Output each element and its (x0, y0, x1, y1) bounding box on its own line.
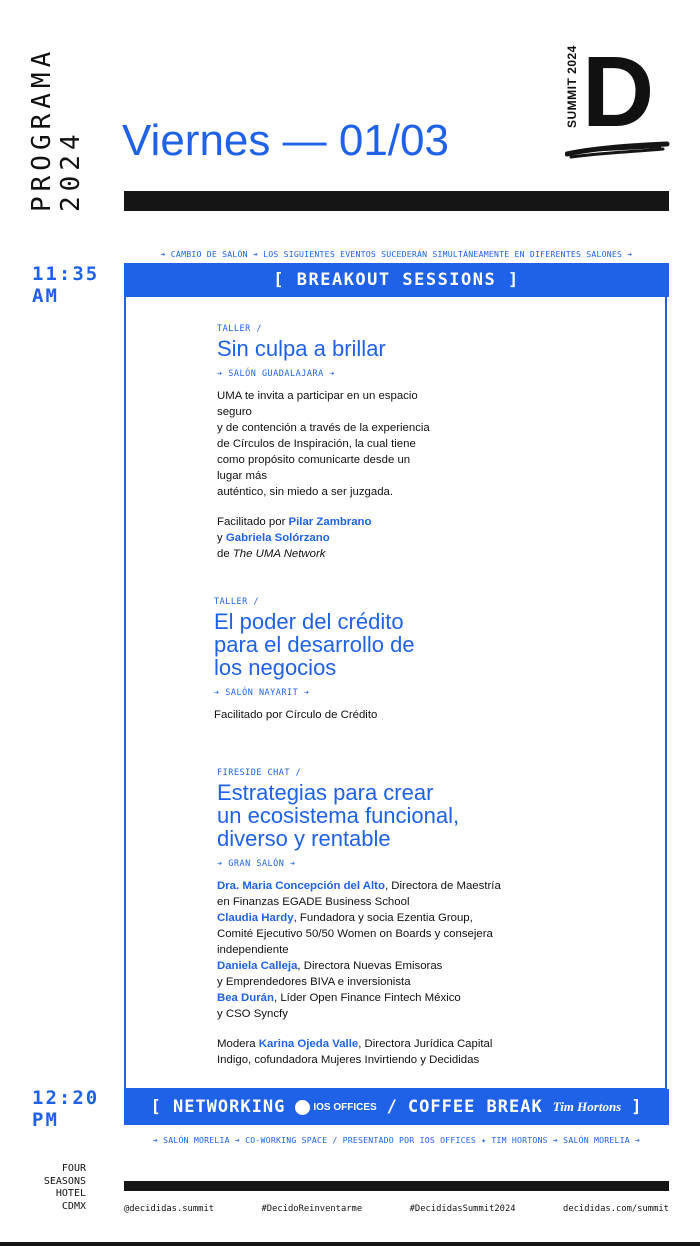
speaker-role: Comité Ejecutivo 50/50 Women on Boards y consejera (217, 928, 493, 940)
venue-name (30, 1163, 86, 1213)
page-title: Viernes — 01/03 (122, 116, 449, 165)
speaker-role: , Fundadora y socia Ezentia Group, (293, 912, 473, 924)
session-description (217, 388, 537, 562)
speaker-line (217, 910, 547, 926)
program-title-line2: 2024 (56, 129, 86, 212)
ios-offices-icon (295, 1100, 310, 1115)
coffee-break-label: COFFEE BREAK (407, 1097, 543, 1117)
speaker-role: y CSO Syncfy (217, 1008, 288, 1020)
ios-offices-logo (295, 1100, 376, 1115)
breakout-sessions-header: [ BREAKOUT SESSIONS ] (124, 263, 669, 297)
speaker-role: independiente (217, 944, 289, 956)
venue-line: CDMX (61, 1200, 86, 1212)
time-slot-1 (32, 263, 99, 307)
time-slot-2-period: PM (32, 1109, 59, 1131)
description-line: seguro (217, 406, 252, 418)
description-line: de Círculos de Inspiración, la cual tiene (217, 438, 416, 450)
session-title-line: El poder del crédito (214, 609, 404, 634)
moderator-role: Indigo, cofundadora Mujeres Invirtiendo y Decididas (217, 1054, 480, 1066)
org-prefix: de (217, 548, 233, 560)
venue-line: HOTEL (55, 1188, 86, 1199)
speaker-role: , Líder Open Finance Fintech México (273, 992, 461, 1004)
session-type: FIRESIDE CHAT / (217, 768, 302, 778)
program-title (28, 42, 86, 212)
session-type: TALLER / (217, 324, 262, 334)
session-card (214, 597, 534, 723)
speaker-line (217, 878, 547, 894)
description-line: y de contención a través de la experiencia (217, 422, 430, 434)
session-title: Sin culpa a brillar (217, 336, 386, 361)
logo-letter: D (582, 36, 653, 148)
footer-hashtag-1: #DecidoReinventarme (261, 1204, 363, 1214)
moderator-role: , Directora Jurídica Capital (358, 1038, 493, 1050)
session-title-line: los negocios (214, 655, 337, 680)
time-slot-2-time: 12:20 (32, 1087, 100, 1109)
speaker-name: Dra. Maria Concepción del Alto (217, 880, 385, 892)
speaker-role: y Emprendedores BIVA e inversionista (217, 976, 411, 988)
speaker-name: Daniela Calleja (217, 960, 298, 972)
program-title-line1: PROGRAMA (27, 46, 57, 212)
speaker-line (217, 990, 547, 1006)
session-title-line: un ecosistema funcional, (217, 803, 460, 828)
speaker-role: , Directora de Maestría (384, 880, 501, 892)
time-slot-2 (32, 1087, 99, 1131)
facilitators-prefix: Facilitado por (217, 516, 289, 528)
description-line: como propósito comunicarte desde un (217, 454, 411, 466)
speaker-line (217, 958, 547, 974)
ticker-bottom: ➔ SALÓN MORELIA ➔ CO-WORKING SPACE / PRESENTADO POR IOS OFFICES ✦ TIM HORTONS ➔ SALÓN MORELIA ➔ (152, 1135, 641, 1145)
facilitator-name: Gabriela Solórzano (225, 532, 330, 544)
facilitator-org: The UMA Network (232, 548, 326, 560)
separator-slash: / (386, 1097, 398, 1117)
venue-line: SEASONS (43, 1175, 86, 1187)
session-title-line: diverso y rentable (217, 826, 391, 851)
session-room: ➔ SALÓN GUADALAJARA ➔ (217, 369, 335, 379)
session-title-line: para el desarrollo de (214, 632, 415, 657)
footer-instagram-handle: @decididas.summit (124, 1204, 215, 1214)
facilitators-line (217, 514, 537, 530)
networking-coffee-bar (124, 1089, 669, 1125)
session-card (217, 768, 547, 1068)
time-slot-1-period: AM (32, 285, 59, 307)
session-title (217, 781, 547, 850)
ios-offices-logo-text: IOS OFFICES (313, 1101, 377, 1113)
facilitators-org-line (217, 546, 537, 562)
session-room: ➔ GRAN SALÓN ➔ (217, 859, 296, 869)
moderator-name: Karina Ojeda Valle (258, 1038, 359, 1050)
page-bottom-line (0, 1242, 700, 1246)
time-slot-1-time: 11:35 (32, 263, 100, 285)
description-line: UMA te invita a participar en un espacio (217, 390, 418, 402)
bottom-divider-bar (124, 1181, 669, 1191)
facilitators-and: y (217, 532, 226, 544)
footer (124, 1204, 669, 1214)
ticker-top: ➔ CAMBIO DE SALÓN ➔ LOS SIGUIENTES EVENTOS SUCEDERÁN SIMULTÁNEAMENTE EN DIFERENTES SALONES ➔ (160, 249, 633, 259)
footer-hashtag-2: #DecididasSummit2024 (409, 1204, 516, 1214)
description-line: auténtico, sin miedo a ser juzgada. (217, 486, 394, 498)
session-title (214, 610, 534, 679)
session-card (217, 324, 537, 562)
facilitator-name: Pilar Zambrano (288, 516, 372, 528)
footer-website: decididas.com/summit (563, 1204, 669, 1214)
networking-label: [ NETWORKING (150, 1097, 286, 1117)
venue-line: FOUR (61, 1163, 86, 1174)
speaker-role: , Directora Nuevas Emisoras (297, 960, 443, 972)
description-line: lugar más (217, 470, 268, 482)
speaker-role: en Finanzas EGADE Business School (217, 896, 410, 908)
moderator-prefix: Modera (217, 1038, 259, 1050)
speaker-name: Bea Durán (217, 992, 274, 1004)
facilitators-line (217, 530, 537, 546)
moderator-line (217, 1036, 547, 1052)
session-speakers (217, 878, 547, 1068)
description-line: Facilitado por Círculo de Crédito (214, 709, 378, 721)
top-divider-bar (124, 191, 669, 211)
session-type: TALLER / (214, 597, 259, 607)
speaker-name: Claudia Hardy (217, 912, 294, 924)
session-room: ➔ SALÓN NAYARIT ➔ (214, 688, 310, 698)
closing-bracket: ] (631, 1097, 643, 1117)
logo-brush-stroke (565, 140, 670, 162)
logo-summit-text: SUMMIT 2024 (565, 45, 579, 128)
tim-hortons-logo: Tim Hortons (552, 1099, 622, 1114)
session-description (214, 707, 534, 723)
session-title-line: Estrategias para crear (217, 780, 434, 805)
